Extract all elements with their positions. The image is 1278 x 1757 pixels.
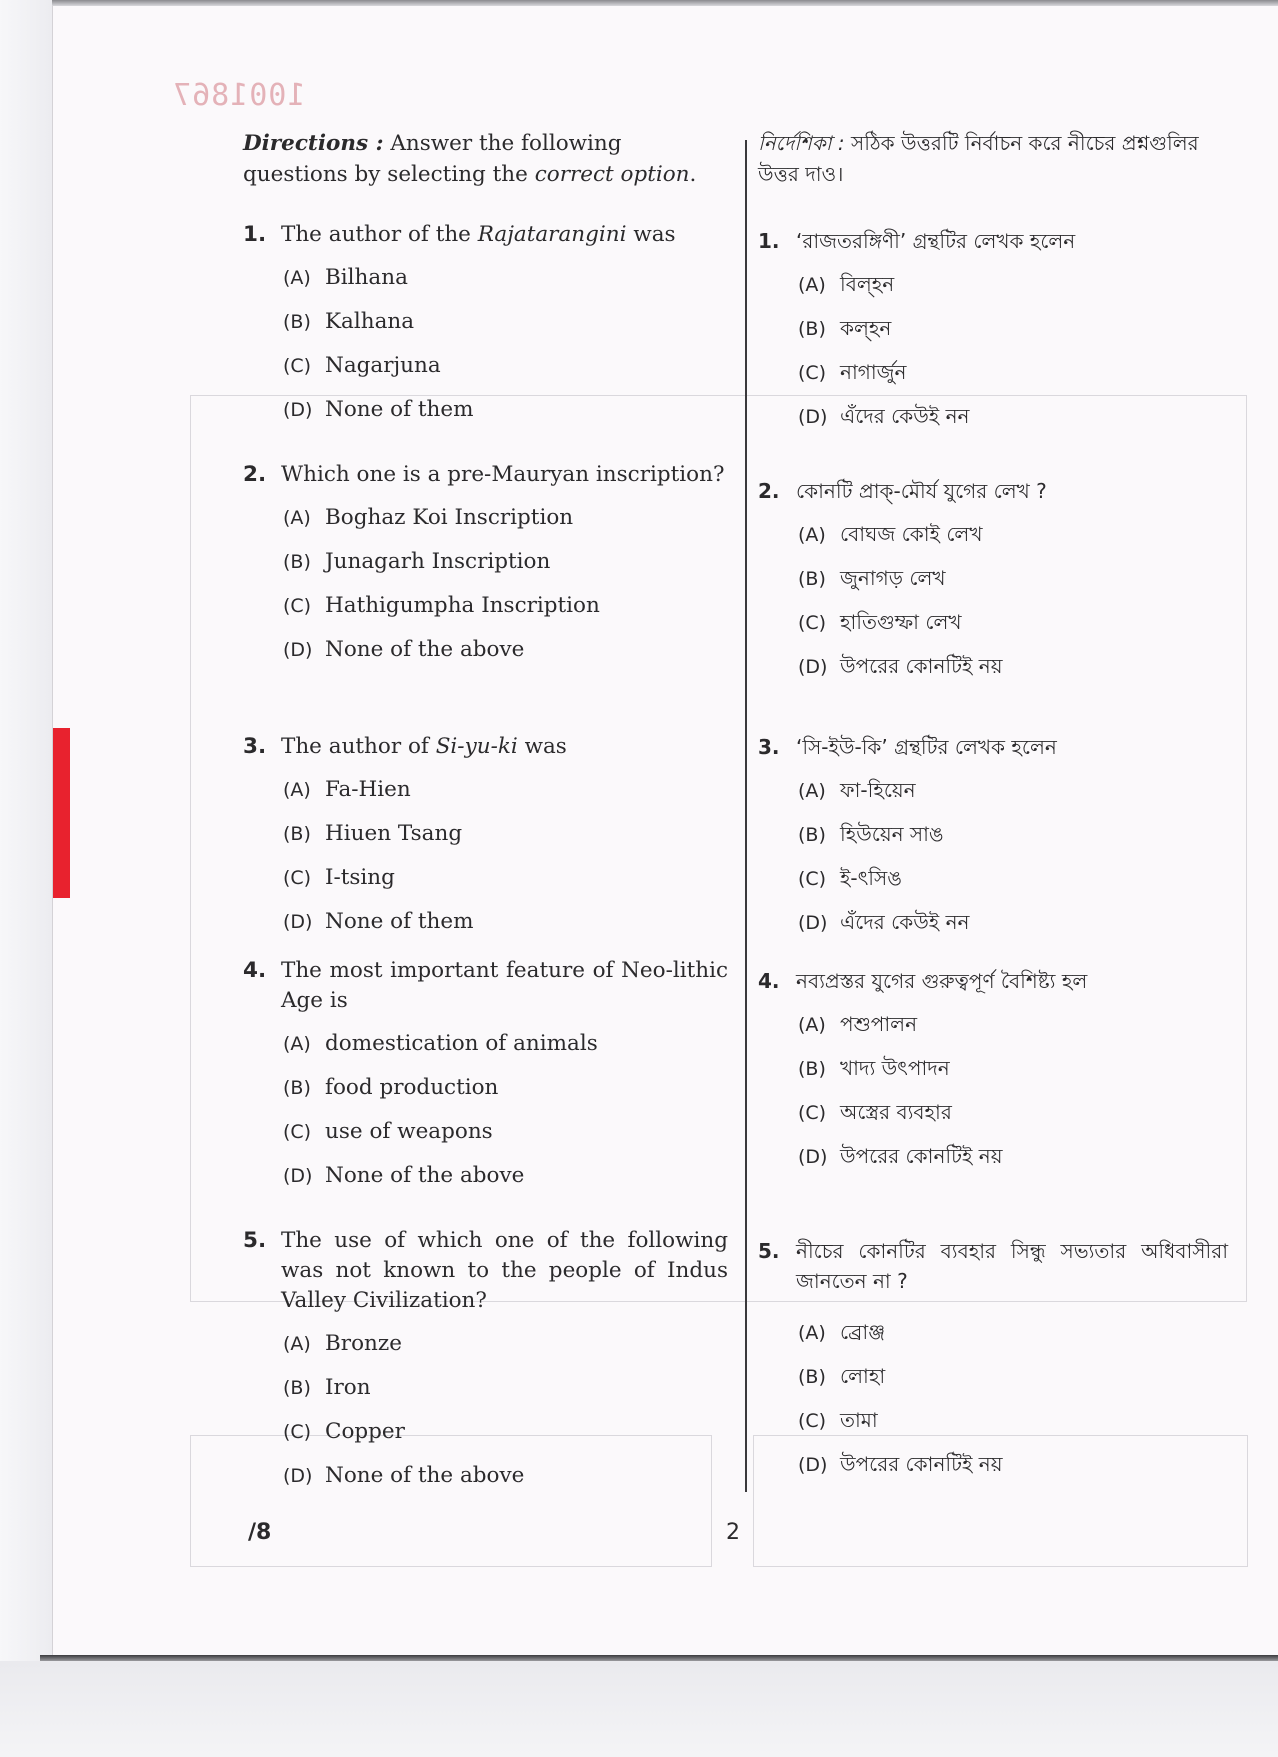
option-c: (C) ই-ৎসিঙ (798, 866, 902, 890)
option-c: (C) Nagarjuna (283, 353, 441, 378)
option-d: (D) None of the above (283, 1163, 525, 1188)
directions-emphasis: correct option (534, 162, 690, 187)
option-d: (D) এঁদের কেউই নন (798, 404, 970, 428)
question-text: কোনটি প্রাক্-মৌর্য যুগের লেখ ? (796, 479, 1047, 503)
option-a: (A) বিল্হন (798, 272, 895, 296)
directions-label: Directions : (243, 131, 384, 156)
directions-label-bn: নির্দেশিকা : (758, 131, 845, 155)
option-b: (B) Hiuen Tsang (283, 821, 463, 846)
directions-bn (758, 128, 1228, 190)
option-b: (B) খাদ্য উৎপাদন (798, 1056, 950, 1080)
question-2-bn (758, 476, 1228, 688)
option-d: (D) None of them (283, 397, 474, 422)
option-c: (C) অস্ত্রের ব্যবহার (798, 1100, 952, 1124)
question-number: 1. (243, 222, 267, 247)
directions-text-bn: সঠিক উত্তরটি নির্বাচন করে নীচের প্রশ্নগুলির উত্তর দাও। (758, 131, 1199, 186)
question-text: The author of the Rajatarangini was (281, 222, 676, 247)
option-c: (C) হাতিগুম্ফা লেখ (798, 610, 962, 634)
question-number: 3. (758, 735, 780, 759)
option-a: (A) ব্রোঞ্জ (798, 1320, 886, 1344)
option-c: (C) তামা (798, 1408, 878, 1432)
question-number: 3. (243, 734, 267, 759)
question-number: 5. (758, 1239, 780, 1263)
directions-end: . (689, 162, 697, 187)
red-page-tab (53, 728, 70, 898)
option-b: (B) Junagarh Inscription (283, 549, 551, 574)
directions-text: Answer the following questions by selecting the (243, 131, 622, 187)
option-a: (A) Bilhana (283, 265, 408, 290)
option-a: (A) Boghaz Koi Inscription (283, 505, 574, 530)
option-c: (C) I-tsing (283, 865, 395, 890)
question-2-en (243, 460, 728, 672)
question-text: ‘রাজতরঙ্গিণী’ গ্রন্থটির লেখক হলেন (796, 229, 1076, 253)
directions-en (243, 128, 728, 190)
option-c: (C) use of weapons (283, 1119, 493, 1144)
option-d: (D) এঁদের কেউই নন (798, 910, 970, 934)
question-4-en (243, 956, 728, 1198)
question-1-bn (758, 226, 1228, 438)
option-d: (D) None of the above (283, 1463, 525, 1488)
scan-left-margin (0, 0, 52, 1757)
option-b: (B) হিউয়েন সাঙ (798, 822, 944, 846)
question-number: 1. (758, 229, 780, 253)
question-5-bn (758, 1236, 1228, 1486)
option-d: (D) None of them (283, 909, 474, 934)
scan-background (0, 1661, 1278, 1757)
question-text: নীচের কোনটির ব্যবহার সিন্ধু সভ্যতার অধিবাসীরা জানতেন না ? (796, 1239, 1228, 1293)
option-a: (A) বোঘজ কোই লেখ (798, 522, 983, 546)
question-3-bn (758, 732, 1228, 944)
question-number: 2. (243, 462, 267, 487)
question-text: Which one is a pre-Mauryan inscription? (281, 462, 725, 487)
option-d: (D) উপরের কোনটিই নয় (798, 1144, 1003, 1168)
option-b: (B) কল্হন (798, 316, 892, 340)
serial-number-showthrough: 1001867 (172, 78, 306, 113)
option-c: (C) Copper (283, 1419, 405, 1444)
question-number: 4. (758, 969, 780, 993)
option-b: (B) জুনাগড় লেখ (798, 566, 946, 590)
question-text: The author of Si-yu-ki was (281, 734, 567, 759)
option-d: (D) উপরের কোনটিই নয় (798, 1452, 1003, 1476)
question-text: নব্যপ্রস্তর যুগের গুরুত্বপূর্ণ বৈশিষ্ট্য হল (796, 969, 1088, 993)
question-5-en (243, 1226, 728, 1498)
option-a: (A) Fa-Hien (283, 777, 411, 802)
option-d: (D) None of the above (283, 637, 525, 662)
question-text: The most important feature of Neo-lithic Age is (281, 958, 728, 1013)
question-4-bn (758, 966, 1228, 1178)
option-a: (A) ফা-হিয়েন (798, 778, 916, 802)
option-b: (B) Kalhana (283, 309, 415, 334)
option-d: (D) উপরের কোনটিই নয় (798, 654, 1003, 678)
english-column (243, 128, 728, 1488)
bengali-column (758, 128, 1228, 1476)
question-number: 4. (243, 958, 267, 983)
question-text: ‘সি-ইউ-কি’ গ্রন্থটির লেখক হলেন (796, 735, 1057, 759)
option-b: (B) লোহা (798, 1364, 886, 1388)
booklet-code: /8 (248, 1520, 272, 1545)
question-number: 2. (758, 479, 780, 503)
question-text: The use of which one of the following was not known to the people of Indus Valley Civilization? (281, 1228, 728, 1313)
option-c: (C) Hathigumpha Inscription (283, 593, 600, 618)
option-c: (C) নাগার্জুন (798, 360, 907, 384)
option-b: (B) food production (283, 1075, 499, 1100)
column-divider (745, 140, 747, 1492)
question-3-en (243, 732, 728, 944)
option-a: (A) Bronze (283, 1331, 402, 1356)
question-1-en (243, 220, 728, 432)
option-a: (A) পশুপালন (798, 1012, 918, 1036)
page-number: 2 (726, 1520, 740, 1545)
question-number: 5. (243, 1228, 267, 1253)
option-a: (A) domestication of animals (283, 1031, 598, 1056)
option-b: (B) Iron (283, 1375, 371, 1400)
